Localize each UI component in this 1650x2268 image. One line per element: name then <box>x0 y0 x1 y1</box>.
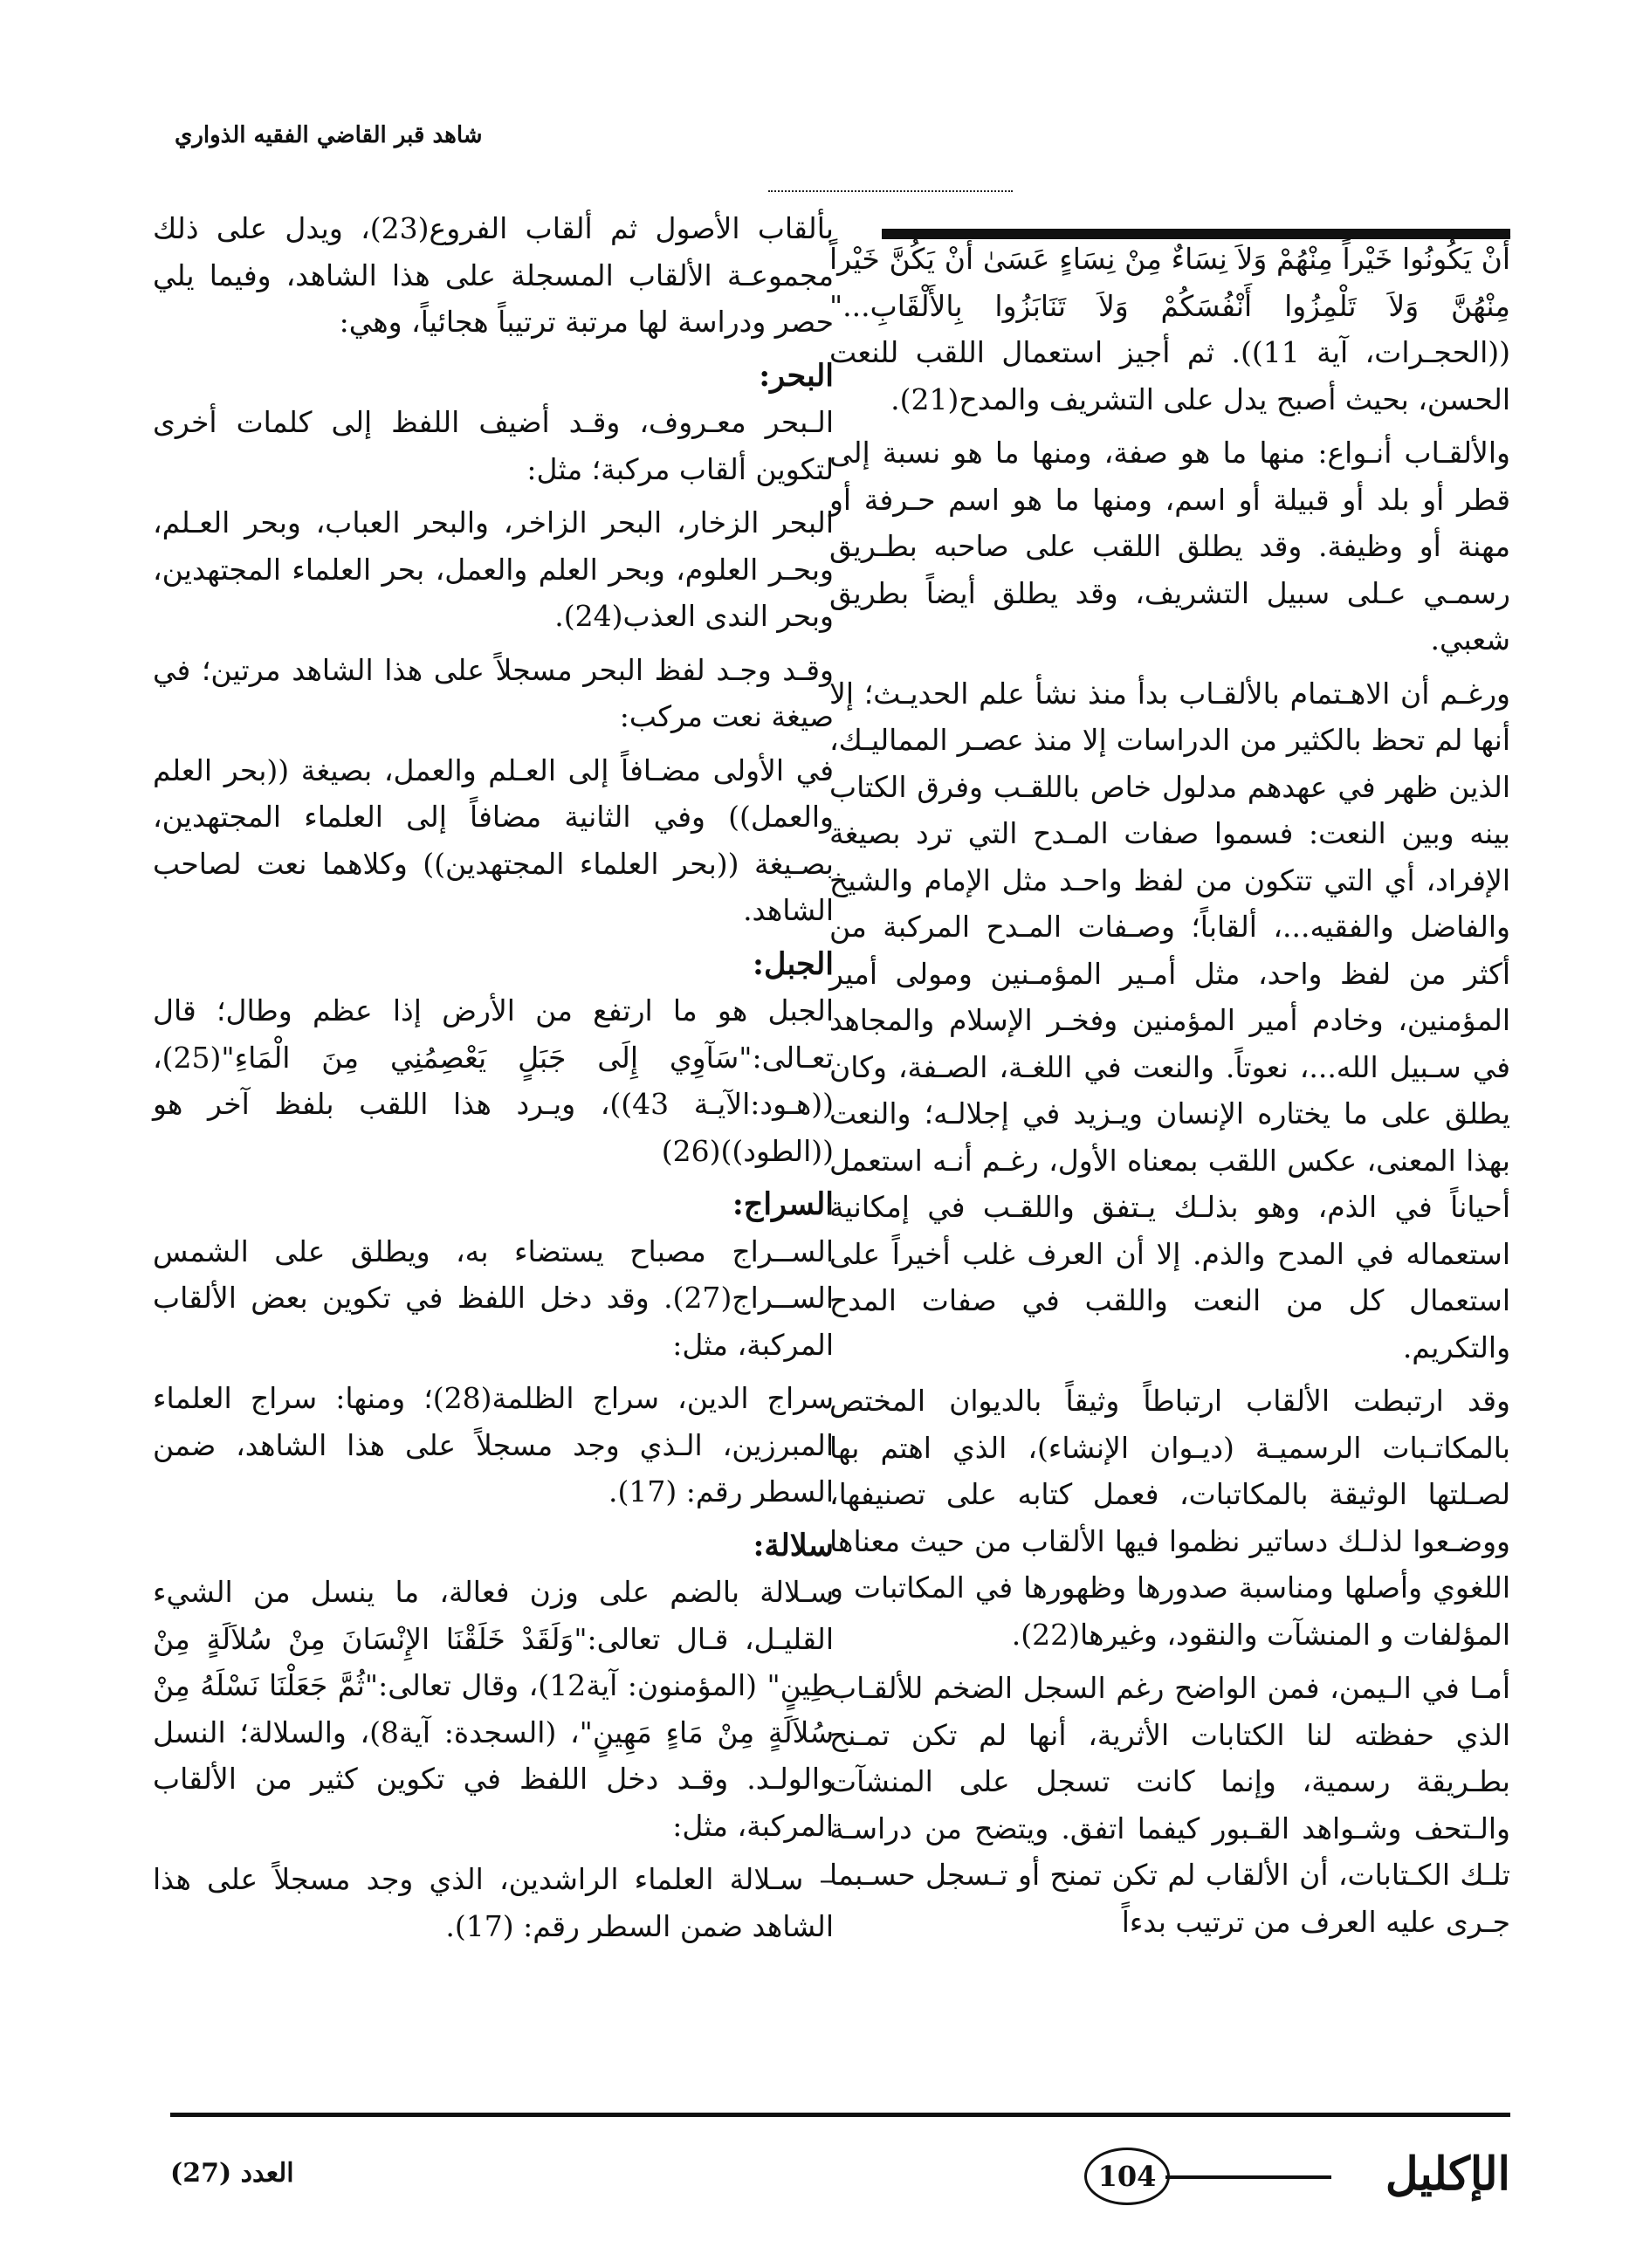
paragraph: وقد ارتبطت الألقاب ارتباطاً وثيقاً بالديوان المختص بالمكاتـبات الرسميـة (ديـوان الإنشاء)، الذي اهتم بها لصـلتها الوثيقة بالمكاتبات، فعمل كتابه على تصنيفها، ووضـعوا لذلـك دساتير نظموا فيها الألقاب من حيث معناها اللغوي وأصلها ومناسبة صدورها وظهورها في المكاتبات و المؤلفات و المنشآت والنقود، وغيرها(22). <box>829 1384 1510 1652</box>
paragraph: سـلالة بالضم على وزن فعالة، ما ينسل من الشيء القليـل، قـال تعالى:"وَلَقَدْ خَلَقْنَا الإِنْسَانَ مِنْ سُلاَلَةٍ مِنْ طِينٍ" (المؤمنون: آية12)، وقال تعالى:"ثُمَّ جَعَلْنَا نَسْلَهُ مِنْ سُلاَلَةٍ مِنْ مَاءٍ مَهِينٍ"، (السجدة: آية8)، والسلالة؛ النسل والولـد. وقـد دخل اللفظ في تكوين كثير من الألقاب المركبة، مثل: <box>153 1575 834 1843</box>
paragraph: الجبل هو ما ارتفع من الأرض إذا عظم وطال؛ قال تعـالى:"سَآوِي إِلَى جَبَلٍ يَعْصِمُنِي مِنَ الْمَاءِ"(25)، ((هـود:الآيـة 43))، ويـرد هذا اللقب بلفظ آخر هو ((الطود))(26) <box>153 993 834 1168</box>
issue-number: العدد (27) <box>170 2158 294 2189</box>
paragraph: وقـد وجـد لفظ البحر مسجلاً على هذا الشاهد مرتين؛ في صيغة نعت مركب: <box>153 652 834 733</box>
paragraph: بألقاب الأصول ثم ألقاب الفروع(23)، ويدل على ذلك مجموعـة الألقاب المسجلة على هذا الشاهد، وفيما يلي حصر ودراسة لها مرتبة ترتيباً هجائياً، وهي: <box>153 211 834 339</box>
right-column <box>829 236 1510 1952</box>
footer-divider <box>1165 2175 1331 2179</box>
section-heading: سلالة: <box>753 1527 834 1564</box>
paragraph: الـبحر معـروف، وقـد أضيف اللفظ إلى كلمات أخرى لتكوين ألقاب مركبة؛ مثل: <box>153 405 834 486</box>
top-decorative-rule <box>768 190 1013 195</box>
paragraph: أمـا في الـيمن، فمن الواضح رغم السجل الضخم للألقـاب الذي حفظته لنا الكتابات الأثرية، أنها لم تكن تمـنح بطـريقة رسمية، وإنما كانت تسجل على المنشآت والـتحف وشـواهد القـبور كيفما اتفق. ويتضح من دراسـة تلـك الكـتابات، أن الألقاب لم تكن تمنح أو تـسجل حسـبما جـرى عليه العرف من ترتيب بدءاً <box>829 1671 1510 1939</box>
page-footer <box>170 2148 1510 2209</box>
paragraph: والألقـاب أنـواع: منها ما هو صفة، ومنها ما هو نسبة إلى قطر أو بلد أو قبيلة أو اسم، ومنها ما هو اسم حـرفة أو مهنة أو وظيفة. وقد يطلق اللقب على صاحبه بطـريق رسمـي عـلى سبيل التشريف، وقد يطلق أيضاً بطريق شعبي. <box>829 436 1510 656</box>
section-heading: السراج: <box>732 1186 834 1222</box>
section-heading: الجبل: <box>753 945 834 982</box>
paragraph: سراج الدين، سراج الظلمة(28)؛ ومنها: سراج العلماء المبرزين، الـذي وجد مسجلاً على هذا الشاهد، ضمن السطر رقم: (17). <box>153 1381 834 1509</box>
paragraph: – سـلالة العلماء الراشدين، الذي وجد مسجلاً على هذا الشاهد ضمن السطر رقم: (17). <box>153 1862 834 1943</box>
journal-logo: الإكليل <box>1385 2148 1510 2201</box>
left-column <box>153 205 834 1956</box>
paragraph: البحر الزخار، البحر الزاخر، والبحر العباب، وبحر العـلم، وبحـر العلوم، وبحر العلم والعمل، بحر العلماء المجتهدين، وبحر الندى العذب(24). <box>153 505 834 633</box>
page-number: 104 <box>1084 2148 1170 2205</box>
paragraph: في الأولى مضـافاً إلى العـلم والعمل، بصيغة ((بحر العلم والعمل)) وفي الثانية مضافاً إلى العلماء المجتهدين، بصـيغة ((بحر العلماء المجتهدين)) وكلاهما نعت لصاحب الشاهد. <box>153 753 834 927</box>
paragraph: الســراج مصباح يستضاء به، ويطلق على الشمس الســراج(27). وقد دخل اللفظ في تكوين بعض الألقاب المركبة، مثل: <box>153 1234 834 1362</box>
paragraph: أَنْ يَكُونُوا خَيْراً مِنْهُمْ وَلاَ نِسَاءٌ مِنْ نِسَاءٍ عَسَىٰ أَنْ يَكُنَّ خَيْراً مِنْهُنَّ وَلاَ تَلْمِزُوا أَنْفُسَكُمْ وَلاَ تَنَابَزُوا بِالأَلْقَابِ..." ((الحجـرات، آية 11)). ثم أجيز استعمال اللقب للنعت الحسن، بحيث أصبح يدل على التشريف والمدح(21). <box>829 242 1510 416</box>
bottom-rule <box>170 2113 1510 2117</box>
paragraph: ورغـم أن الاهـتمام بالألقـاب بدأ منذ نشأ علم الحديـث؛ إلا أنها لم تحظ بالكثير من الدراسات إلا منذ عصـر المماليـك، الذين ظهر في عهدهم مدلول خاص باللقـب وفرق الكتاب بينه وبين النعت: فسموا صفات المـدح التي ترد بصيغة الإفراد، أي التي تتكون من لفظ واحـد مثل الإمام والشيخ والفاضل والفقيه...، ألقاباً؛ وصـفات المـدح المركبة من أكثر من لفظ واحد، مثل أمـير المؤمـنين ومولى أمير المؤمنين، وخادم أمير المؤمنين وفخـر الإسلام والمجاهد في سـبيل الله...، نعوتاً. والنعت في اللغـة، الصـفة، وكان يطلق على ما يختاره الإنسان ويـزيد في إجلالـه؛ والنعت بهذا المعنى، عكس اللقب بمعناه الأول، رغـم أنـه استعمل أحياناً في الذم، وهو بذلـك يـتفق واللقـب في إمكانية استعماله في المدح والذم. إلا أن العرف غلب أخيراً على استعمال كل من النعت واللقب في صفات المدح والتكريم. <box>829 676 1510 1364</box>
section-heading: البحر: <box>759 357 834 394</box>
running-title: شاهد قبر القاضي الفقيه الذواري <box>175 122 483 148</box>
